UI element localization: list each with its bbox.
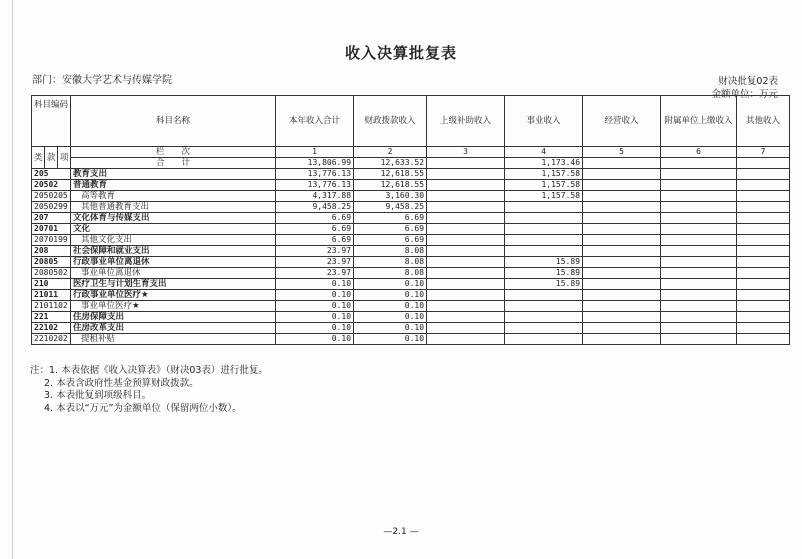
subject-code-cell: 20502: [32, 180, 71, 191]
table-row: [32, 279, 790, 290]
business-cell: 15.89: [505, 257, 583, 268]
other-cell: [737, 257, 790, 268]
header-other: 其他收入: [737, 96, 790, 147]
table-row: [32, 213, 790, 224]
other-cell: [737, 312, 790, 323]
header-fiscal: 财政拨款收入: [354, 96, 427, 147]
col-number: 7: [737, 147, 790, 158]
operation-cell: [583, 191, 661, 202]
operation-cell: [583, 279, 661, 290]
lan-label: 栏 次: [71, 147, 276, 158]
total-cell: 0.10: [276, 323, 354, 334]
other-cell: [737, 246, 790, 257]
upper-cell: [427, 334, 505, 345]
business-cell: 1,157.58: [505, 169, 583, 180]
total-cell: 13,776.13: [276, 169, 354, 180]
fiscal-cell: 3,160.30: [354, 191, 427, 202]
operation-cell: [583, 301, 661, 312]
table-row: [32, 301, 790, 312]
fiscal-cell: 0.10: [354, 334, 427, 345]
subject-code-cell: 20805: [32, 257, 71, 268]
total-cell: 0.10: [276, 334, 354, 345]
business-cell: 15.89: [505, 279, 583, 290]
amount-unit: 金额单位：万元: [711, 89, 778, 100]
other-cell: [737, 323, 790, 334]
header-operation: 经营收入: [583, 96, 661, 147]
fiscal-cell: 0.10: [354, 312, 427, 323]
operation-cell: [583, 246, 661, 257]
department-label: 部门：安徽大学艺术与传媒学院: [32, 75, 172, 86]
subject-name-cell: 提租补贴: [71, 334, 276, 345]
affiliate-cell: [661, 301, 737, 312]
note-line: 4. 本表以“万元”为金额单位（保留两位小数）。: [44, 402, 242, 414]
fiscal-cell: 8.08: [354, 246, 427, 257]
fiscal-cell: 6.69: [354, 235, 427, 246]
total-upper: [427, 158, 505, 169]
fiscal-cell: 0.10: [354, 301, 427, 312]
upper-cell: [427, 202, 505, 213]
total-cell: 0.10: [276, 312, 354, 323]
form-number: 财决批复02表: [718, 76, 778, 87]
subject-name-cell: 文化: [71, 224, 276, 235]
upper-cell: [427, 312, 505, 323]
operation-cell: [583, 235, 661, 246]
total-other: [737, 158, 790, 169]
fiscal-cell: 9,458.25: [354, 202, 427, 213]
total-cell: 0.10: [276, 279, 354, 290]
total-affiliate: [661, 158, 737, 169]
header-business: 事业收入: [505, 96, 583, 147]
affiliate-cell: [661, 268, 737, 279]
subject-code-cell: 20701: [32, 224, 71, 235]
col-number: 2: [354, 147, 427, 158]
total-row: [32, 158, 790, 169]
business-cell: [505, 301, 583, 312]
subject-code-cell: 2210202: [32, 334, 71, 345]
other-cell: [737, 180, 790, 191]
total-business: 1,173.46: [505, 158, 583, 169]
table-row: [32, 312, 790, 323]
fiscal-cell: 12,618.55: [354, 180, 427, 191]
other-cell: [737, 169, 790, 180]
total-cell: 6.69: [276, 235, 354, 246]
other-cell: [737, 279, 790, 290]
other-cell: [737, 202, 790, 213]
other-cell: [737, 235, 790, 246]
affiliate-cell: [661, 312, 737, 323]
business-cell: [505, 334, 583, 345]
subject-name-cell: 事业单位离退休: [71, 268, 276, 279]
upper-cell: [427, 246, 505, 257]
col-number: 6: [661, 147, 737, 158]
subject-name-cell: 住房保障支出: [71, 312, 276, 323]
affiliate-cell: [661, 246, 737, 257]
fiscal-cell: 0.10: [354, 323, 427, 334]
col-number: 1: [276, 147, 354, 158]
upper-cell: [427, 235, 505, 246]
operation-cell: [583, 334, 661, 345]
affiliate-cell: [661, 235, 737, 246]
affiliate-cell: [661, 213, 737, 224]
income-approval-table: [31, 95, 790, 345]
business-cell: [505, 235, 583, 246]
header-kuan: 款: [45, 147, 58, 169]
subject-code-cell: 2050205: [32, 191, 71, 202]
page-title: 收入决算批复表: [344, 44, 457, 62]
total-cell: 6.69: [276, 213, 354, 224]
table-row: [32, 290, 790, 301]
table-row: [32, 246, 790, 257]
subject-name-cell: 普通教育: [71, 180, 276, 191]
subject-code-cell: 210: [32, 279, 71, 290]
business-cell: 1,157.58: [505, 180, 583, 191]
subject-name-cell: 行政事业单位医疗★: [71, 290, 276, 301]
header-subject-code: 科目编码: [32, 96, 71, 147]
operation-cell: [583, 180, 661, 191]
scan-edge: [12, 0, 13, 559]
affiliate-cell: [661, 334, 737, 345]
upper-cell: [427, 290, 505, 301]
fiscal-cell: 6.69: [354, 213, 427, 224]
upper-cell: [427, 224, 505, 235]
subject-code-cell: 2101102: [32, 301, 71, 312]
upper-cell: [427, 257, 505, 268]
total-cell: 23.97: [276, 246, 354, 257]
subject-code-cell: 2070199: [32, 235, 71, 246]
other-cell: [737, 290, 790, 301]
business-cell: 15.89: [505, 268, 583, 279]
other-cell: [737, 334, 790, 345]
upper-cell: [427, 213, 505, 224]
col-number: 4: [505, 147, 583, 158]
other-cell: [737, 268, 790, 279]
subject-name-cell: 高等教育: [71, 191, 276, 202]
total-cell: 0.10: [276, 290, 354, 301]
subject-name-cell: 其他文化支出: [71, 235, 276, 246]
upper-cell: [427, 323, 505, 334]
subject-name-cell: 社会保障和就业支出: [71, 246, 276, 257]
total-operation: [583, 158, 661, 169]
business-cell: [505, 213, 583, 224]
operation-cell: [583, 323, 661, 334]
business-cell: [505, 246, 583, 257]
total-fiscal: 12,633.52: [354, 158, 427, 169]
header-xiang: 项: [58, 147, 71, 169]
total-total: 13,806.99: [276, 158, 354, 169]
upper-cell: [427, 279, 505, 290]
header-total: 本年收入合计: [276, 96, 354, 147]
total-cell: 0.10: [276, 301, 354, 312]
table-row: [32, 191, 790, 202]
affiliate-cell: [661, 323, 737, 334]
affiliate-cell: [661, 169, 737, 180]
business-cell: [505, 224, 583, 235]
heji-label: 合 计: [71, 158, 276, 169]
subject-name-cell: 事业单位医疗★: [71, 301, 276, 312]
subject-name-cell: 行政事业单位离退休: [71, 257, 276, 268]
fiscal-cell: 8.08: [354, 268, 427, 279]
fiscal-cell: 0.10: [354, 279, 427, 290]
subject-name-cell: 住房改革支出: [71, 323, 276, 334]
other-cell: [737, 301, 790, 312]
upper-cell: [427, 169, 505, 180]
business-cell: [505, 323, 583, 334]
table-row: [32, 180, 790, 191]
notes: [30, 365, 268, 415]
upper-cell: [427, 301, 505, 312]
operation-cell: [583, 224, 661, 235]
fiscal-cell: 6.69: [354, 224, 427, 235]
operation-cell: [583, 169, 661, 180]
subject-code-cell: 2050299: [32, 202, 71, 213]
operation-cell: [583, 312, 661, 323]
table-row: [32, 268, 790, 279]
fiscal-cell: 0.10: [354, 290, 427, 301]
other-cell: [737, 213, 790, 224]
header-upper: 上级补助收入: [427, 96, 505, 147]
subject-code-cell: 221: [32, 312, 71, 323]
affiliate-cell: [661, 180, 737, 191]
subject-name-cell: 教育支出: [71, 169, 276, 180]
subject-name-cell: 其他普通教育支出: [71, 202, 276, 213]
header-affiliate: 附属单位上缴收入: [661, 96, 737, 147]
table-row: [32, 257, 790, 268]
table-row: [32, 224, 790, 235]
operation-cell: [583, 202, 661, 213]
operation-cell: [583, 290, 661, 301]
note-line: 2. 本表含政府性基金预算财政拨款。: [44, 377, 199, 389]
page-number: —2.1 —: [383, 527, 419, 537]
subject-name-cell: 文化体育与传媒支出: [71, 213, 276, 224]
fiscal-cell: 8.08: [354, 257, 427, 268]
subject-code-cell: 21011: [32, 290, 71, 301]
total-cell: 4,317.88: [276, 191, 354, 202]
business-cell: [505, 202, 583, 213]
operation-cell: [583, 257, 661, 268]
affiliate-cell: [661, 191, 737, 202]
table-row: [32, 235, 790, 246]
col-number: 3: [427, 147, 505, 158]
upper-cell: [427, 191, 505, 202]
fiscal-cell: 12,618.55: [354, 169, 427, 180]
subject-code-cell: 207: [32, 213, 71, 224]
table-row: [32, 323, 790, 334]
total-cell: 23.97: [276, 257, 354, 268]
subject-code-cell: 208: [32, 246, 71, 257]
upper-cell: [427, 180, 505, 191]
total-cell: 9,458.25: [276, 202, 354, 213]
table-row: [32, 202, 790, 213]
business-cell: 1,157.58: [505, 191, 583, 202]
note-line: 注：1. 本表依据《收入决算表》（财决03表）进行批复。: [30, 365, 268, 376]
other-cell: [737, 224, 790, 235]
business-cell: [505, 290, 583, 301]
operation-cell: [583, 213, 661, 224]
col-number: 5: [583, 147, 661, 158]
business-cell: [505, 312, 583, 323]
note-line: 3. 本表批复到项级科目。: [44, 390, 152, 401]
header-subject-name: 科目名称: [71, 96, 276, 147]
affiliate-cell: [661, 257, 737, 268]
total-cell: 6.69: [276, 224, 354, 235]
affiliate-cell: [661, 202, 737, 213]
table-row: [32, 334, 790, 345]
subject-code-cell: 22102: [32, 323, 71, 334]
affiliate-cell: [661, 279, 737, 290]
other-cell: [737, 191, 790, 202]
subject-name-cell: 医疗卫生与计划生育支出: [71, 279, 276, 290]
affiliate-cell: [661, 224, 737, 235]
column-number-row: [32, 147, 790, 158]
upper-cell: [427, 268, 505, 279]
subject-code-cell: 205: [32, 169, 71, 180]
header-row: [32, 96, 790, 147]
table-row: [32, 169, 790, 180]
header-lei: 类: [32, 147, 45, 169]
subject-code-cell: 2080502: [32, 268, 71, 279]
total-cell: 13,776.13: [276, 180, 354, 191]
affiliate-cell: [661, 290, 737, 301]
operation-cell: [583, 268, 661, 279]
total-cell: 23.97: [276, 268, 354, 279]
